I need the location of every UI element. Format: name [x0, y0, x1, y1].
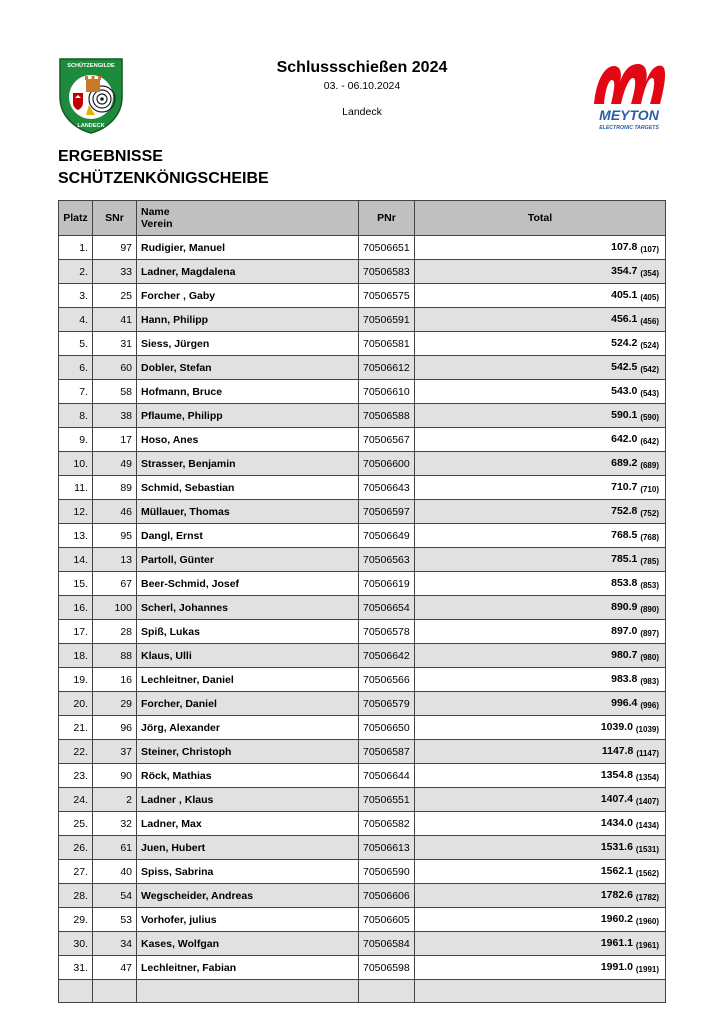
- cell-snr: 28: [93, 620, 137, 644]
- cell-name: Hann, Philipp: [137, 308, 359, 332]
- cell-total: [415, 764, 666, 788]
- table-row: [59, 692, 666, 716]
- total-sub-value: (1991): [635, 965, 659, 974]
- total-sub-value: (1562): [635, 869, 659, 878]
- table-row: [59, 428, 666, 452]
- cell-name: Hoso, Anes: [137, 428, 359, 452]
- cell-name: Steiner, Christoph: [137, 740, 359, 764]
- cell-pnr: 70506579: [359, 692, 415, 716]
- table-row: [59, 644, 666, 668]
- cell-total: [415, 884, 666, 908]
- total-value: 1147.8: [601, 745, 634, 757]
- cell-pnr: 70506591: [359, 308, 415, 332]
- cell-snr: 31: [93, 332, 137, 356]
- cell-platz: 24.: [59, 788, 93, 812]
- cell-platz: 11.: [59, 476, 93, 500]
- cell-platz: 21.: [59, 716, 93, 740]
- cell-name: Rudigier, Manuel: [137, 236, 359, 260]
- cell-total: [415, 956, 666, 980]
- table-row: [59, 908, 666, 932]
- club-name-bottom: LANDECK: [77, 123, 105, 129]
- cell-name: Vorhofer, julius: [137, 908, 359, 932]
- cell-pnr: 70506649: [359, 524, 415, 548]
- total-sub-value: (1354): [635, 773, 659, 782]
- cell-name: Dangl, Ernst: [137, 524, 359, 548]
- cell-name: Beer-Schmid, Josef: [137, 572, 359, 596]
- cell-total: [415, 284, 666, 308]
- cell-pnr: 70506582: [359, 812, 415, 836]
- cell-pnr: 70506597: [359, 500, 415, 524]
- total-value: 710.7: [611, 481, 638, 493]
- cell-pnr: 70506651: [359, 236, 415, 260]
- total-sub-value: (689): [640, 461, 659, 470]
- table-row: [59, 956, 666, 980]
- total-value: 980.7: [611, 649, 638, 661]
- col-header-platz: Platz: [59, 201, 93, 236]
- cell-pnr: 70506563: [359, 548, 415, 572]
- total-sub-value: (590): [640, 413, 659, 422]
- total-value: 1434.0: [600, 817, 633, 829]
- total-sub-value: (710): [640, 485, 659, 494]
- cell-pnr: 70506643: [359, 476, 415, 500]
- table-row: [59, 356, 666, 380]
- table-row: [59, 572, 666, 596]
- cell-platz: 10.: [59, 452, 93, 476]
- table-row: [59, 812, 666, 836]
- cell-pnr: 70506644: [359, 764, 415, 788]
- cell-snr: 49: [93, 452, 137, 476]
- cell-snr: 40: [93, 860, 137, 884]
- table-row: [59, 500, 666, 524]
- table-row: [59, 788, 666, 812]
- cell-platz: 26.: [59, 836, 93, 860]
- cell-platz: 8.: [59, 404, 93, 428]
- cell-pnr: 70506612: [359, 356, 415, 380]
- brand-tagline: ELECTRONIC TARGETS: [599, 125, 659, 131]
- cell-total: [415, 812, 666, 836]
- total-sub-value: (354): [640, 269, 659, 278]
- cell-total: [415, 644, 666, 668]
- total-sub-value: (642): [640, 437, 659, 446]
- cell-total: [415, 332, 666, 356]
- col-header-verein: Verein: [141, 218, 173, 230]
- cell-total: [415, 860, 666, 884]
- cell-pnr: 70506642: [359, 644, 415, 668]
- total-value: 890.9: [611, 601, 638, 613]
- total-sub-value: (107): [640, 245, 659, 254]
- total-value: 897.0: [611, 625, 638, 637]
- cell-name: Lechleitner, Daniel: [137, 668, 359, 692]
- table-row: [59, 308, 666, 332]
- table-row: [59, 932, 666, 956]
- cell-platz: 1.: [59, 236, 93, 260]
- document-header: [200, 58, 524, 119]
- cell-pnr: 70506551: [359, 788, 415, 812]
- total-value: 405.1: [611, 289, 638, 301]
- cell-platz: 6.: [59, 356, 93, 380]
- cell-platz: 9.: [59, 428, 93, 452]
- cell-pnr: 70506600: [359, 452, 415, 476]
- total-value: 768.5: [611, 529, 638, 541]
- total-value: 107.8: [611, 241, 638, 253]
- club-crest-icon: [58, 57, 124, 135]
- total-value: 642.0: [611, 433, 638, 445]
- cell-pnr: 70506588: [359, 404, 415, 428]
- total-value: 785.1: [611, 553, 638, 565]
- cell-snr: 29: [93, 692, 137, 716]
- cell-platz: 2.: [59, 260, 93, 284]
- cell-name: Pflaume, Philipp: [137, 404, 359, 428]
- cell-name: Spiss, Sabrina: [137, 860, 359, 884]
- cell-snr: 16: [93, 668, 137, 692]
- cell-pnr: 70506583: [359, 260, 415, 284]
- cell-pnr: 70506581: [359, 332, 415, 356]
- cell-snr: 96: [93, 716, 137, 740]
- table-row: [59, 476, 666, 500]
- total-sub-value: (1147): [636, 749, 659, 758]
- cell-pnr: 70506567: [359, 428, 415, 452]
- total-value: 590.1: [611, 409, 638, 421]
- results-heading: [58, 146, 269, 190]
- cell-name: Röck, Mathias: [137, 764, 359, 788]
- cell-pnr: 70506605: [359, 908, 415, 932]
- total-sub-value: (456): [640, 317, 659, 326]
- table-row: [59, 716, 666, 740]
- total-sub-value: (983): [640, 677, 659, 686]
- total-value: 354.7: [611, 265, 638, 277]
- cell-total: [415, 932, 666, 956]
- cell-name: Partoll, Günter: [137, 548, 359, 572]
- total-value: 1961.1: [600, 937, 633, 949]
- club-logo: [58, 57, 124, 135]
- cell-snr: [93, 980, 137, 1003]
- cell-total: [415, 620, 666, 644]
- cell-name: Hofmann, Bruce: [137, 380, 359, 404]
- cell-snr: 89: [93, 476, 137, 500]
- cell-pnr: 70506587: [359, 740, 415, 764]
- cell-pnr: 70506598: [359, 956, 415, 980]
- cell-total: [415, 836, 666, 860]
- cell-snr: 90: [93, 764, 137, 788]
- cell-name: Ladner, Magdalena: [137, 260, 359, 284]
- cell-name: Strasser, Benjamin: [137, 452, 359, 476]
- cell-pnr: 70506584: [359, 932, 415, 956]
- cell-pnr: 70506619: [359, 572, 415, 596]
- cell-platz: 7.: [59, 380, 93, 404]
- heading-line-1: ERGEBNISSE: [58, 148, 163, 165]
- cell-total: [415, 740, 666, 764]
- cell-platz: 17.: [59, 620, 93, 644]
- table-row: [59, 836, 666, 860]
- cell-platz: 15.: [59, 572, 93, 596]
- club-name-top: SCHÜTZENGILDE: [67, 63, 115, 69]
- total-value: 996.4: [611, 697, 638, 709]
- total-sub-value: (752): [640, 509, 659, 518]
- cell-name: Spiß, Lukas: [137, 620, 359, 644]
- table-row: [59, 452, 666, 476]
- event-place: Landeck: [342, 106, 382, 118]
- cell-pnr: 70506606: [359, 884, 415, 908]
- total-value: 1039.0: [600, 721, 633, 733]
- col-header-name: Name: [141, 206, 170, 218]
- cell-platz: 31.: [59, 956, 93, 980]
- cell-snr: 13: [93, 548, 137, 572]
- cell-platz: 22.: [59, 740, 93, 764]
- total-sub-value: (1434): [635, 821, 659, 830]
- results-table: [58, 200, 666, 1003]
- cell-name: Forcher, Daniel: [137, 692, 359, 716]
- heading-line-2: SCHÜTZENKÖNIGSCHEIBE: [58, 170, 269, 187]
- cell-name: Jörg, Alexander: [137, 716, 359, 740]
- cell-snr: 100: [93, 596, 137, 620]
- total-value: 1531.6: [600, 841, 633, 853]
- cell-pnr: 70506610: [359, 380, 415, 404]
- col-header-pnr: PNr: [359, 201, 415, 236]
- cell-name: Klaus, Ulli: [137, 644, 359, 668]
- total-sub-value: (542): [640, 365, 659, 374]
- cell-platz: 23.: [59, 764, 93, 788]
- cell-snr: 2: [93, 788, 137, 812]
- cell-name: Scherl, Johannes: [137, 596, 359, 620]
- cell-snr: 95: [93, 524, 137, 548]
- cell-platz: 29.: [59, 908, 93, 932]
- brand-name: MEYTON: [599, 107, 659, 123]
- cell-platz: 5.: [59, 332, 93, 356]
- total-sub-value: (1960): [635, 917, 659, 926]
- table-row: [59, 284, 666, 308]
- cell-name: Ladner , Klaus: [137, 788, 359, 812]
- cell-platz: 3.: [59, 284, 93, 308]
- cell-total: [415, 716, 666, 740]
- total-value: 543.0: [611, 385, 638, 397]
- total-sub-value: (768): [640, 533, 659, 542]
- cell-snr: 32: [93, 812, 137, 836]
- cell-snr: 34: [93, 932, 137, 956]
- cell-platz: 18.: [59, 644, 93, 668]
- total-value: 1407.4: [600, 793, 633, 805]
- total-value: 1782.6: [600, 889, 633, 901]
- cell-total: [415, 428, 666, 452]
- cell-snr: 67: [93, 572, 137, 596]
- total-sub-value: (996): [640, 701, 659, 710]
- cell-name: Lechleitner, Fabian: [137, 956, 359, 980]
- cell-name: Dobler, Stefan: [137, 356, 359, 380]
- cell-platz: 20.: [59, 692, 93, 716]
- total-sub-value: (405): [640, 293, 659, 302]
- cell-snr: 47: [93, 956, 137, 980]
- event-title: Schlussschießen 2024: [276, 59, 448, 76]
- cell-total: [415, 692, 666, 716]
- total-sub-value: (980): [640, 653, 659, 662]
- table-row: [59, 260, 666, 284]
- cell-platz: 27.: [59, 860, 93, 884]
- cell-snr: 17: [93, 428, 137, 452]
- table-row: [59, 740, 666, 764]
- cell-snr: 53: [93, 908, 137, 932]
- cell-pnr: 70506613: [359, 836, 415, 860]
- cell-total: [415, 668, 666, 692]
- cell-pnr: 70506578: [359, 620, 415, 644]
- cell-total: [415, 308, 666, 332]
- table-row: [59, 524, 666, 548]
- cell-snr: 58: [93, 380, 137, 404]
- col-header-name-verein: [137, 201, 359, 236]
- cell-snr: 46: [93, 500, 137, 524]
- cell-pnr: 70506650: [359, 716, 415, 740]
- cell-snr: 25: [93, 284, 137, 308]
- cell-platz: 30.: [59, 932, 93, 956]
- cell-total: [415, 788, 666, 812]
- total-value: 1354.8: [600, 769, 633, 781]
- cell-total: [415, 476, 666, 500]
- cell-total: [415, 236, 666, 260]
- table-row: [59, 236, 666, 260]
- table-row: [59, 332, 666, 356]
- meyton-m-icon: [590, 58, 668, 134]
- cell-total: [415, 596, 666, 620]
- total-sub-value: (543): [640, 389, 659, 398]
- total-sub-value: (897): [640, 629, 659, 638]
- event-date: 03. - 06.10.2024: [323, 80, 401, 92]
- cell-total: [415, 404, 666, 428]
- table-row: [59, 380, 666, 404]
- cell-total: [415, 452, 666, 476]
- cell-total: [415, 500, 666, 524]
- table-row: [59, 668, 666, 692]
- total-value: 689.2: [611, 457, 638, 469]
- cell-snr: 37: [93, 740, 137, 764]
- total-value: 1562.1: [600, 865, 633, 877]
- cell-name: Ladner, Max: [137, 812, 359, 836]
- cell-snr: 60: [93, 356, 137, 380]
- cell-total: [415, 572, 666, 596]
- col-header-total: Total: [415, 201, 666, 236]
- cell-snr: 33: [93, 260, 137, 284]
- total-value: 524.2: [611, 337, 638, 349]
- cell-name: Müllauer, Thomas: [137, 500, 359, 524]
- total-value: 853.8: [611, 577, 638, 589]
- cell-snr: 38: [93, 404, 137, 428]
- table-row: [59, 884, 666, 908]
- total-sub-value: (853): [640, 581, 659, 590]
- total-sub-value: (890): [640, 605, 659, 614]
- cell-pnr: 70506590: [359, 860, 415, 884]
- cell-name: Forcher , Gaby: [137, 284, 359, 308]
- cell-total: [415, 980, 666, 1003]
- table-row: [59, 764, 666, 788]
- cell-platz: 28.: [59, 884, 93, 908]
- total-value: 1960.2: [600, 913, 633, 925]
- total-value: 752.8: [611, 505, 638, 517]
- cell-total: [415, 524, 666, 548]
- cell-total: [415, 380, 666, 404]
- cell-pnr: [359, 980, 415, 1003]
- total-value: 983.8: [611, 673, 638, 685]
- cell-platz: 25.: [59, 812, 93, 836]
- cell-platz: 16.: [59, 596, 93, 620]
- cell-platz: 4.: [59, 308, 93, 332]
- total-sub-value: (785): [640, 557, 659, 566]
- table-row: [59, 548, 666, 572]
- cell-total: [415, 356, 666, 380]
- cell-snr: 88: [93, 644, 137, 668]
- cell-snr: 54: [93, 884, 137, 908]
- results-body: [59, 236, 666, 1003]
- brand-logo: [590, 58, 668, 134]
- cell-name: Siess, Jürgen: [137, 332, 359, 356]
- table-row: [59, 404, 666, 428]
- cell-snr: 41: [93, 308, 137, 332]
- cell-pnr: 70506566: [359, 668, 415, 692]
- total-sub-value: (1961): [635, 941, 659, 950]
- cell-platz: 12.: [59, 500, 93, 524]
- cell-name: Juen, Hubert: [137, 836, 359, 860]
- total-value: 1991.0: [600, 961, 633, 973]
- col-header-snr: SNr: [93, 201, 137, 236]
- table-header-row: [59, 201, 666, 236]
- cell-platz: [59, 980, 93, 1003]
- cell-name: [137, 980, 359, 1003]
- cell-name: Schmid, Sebastian: [137, 476, 359, 500]
- cell-total: [415, 260, 666, 284]
- table-row: [59, 860, 666, 884]
- table-row: [59, 596, 666, 620]
- cell-pnr: 70506575: [359, 284, 415, 308]
- total-sub-value: (1039): [635, 725, 659, 734]
- total-value: 456.1: [611, 313, 638, 325]
- cell-platz: 19.: [59, 668, 93, 692]
- cell-total: [415, 908, 666, 932]
- cell-snr: 61: [93, 836, 137, 860]
- total-value: 542.5: [611, 361, 638, 373]
- total-sub-value: (1782): [635, 893, 659, 902]
- cell-name: Kases, Wolfgan: [137, 932, 359, 956]
- cell-snr: 97: [93, 236, 137, 260]
- total-sub-value: (1531): [635, 845, 659, 854]
- cell-pnr: 70506654: [359, 596, 415, 620]
- cell-platz: 14.: [59, 548, 93, 572]
- table-row: [59, 980, 666, 1003]
- cell-platz: 13.: [59, 524, 93, 548]
- total-sub-value: (1407): [635, 797, 659, 806]
- cell-total: [415, 548, 666, 572]
- table-row: [59, 620, 666, 644]
- cell-name: Wegscheider, Andreas: [137, 884, 359, 908]
- total-sub-value: (524): [640, 341, 659, 350]
